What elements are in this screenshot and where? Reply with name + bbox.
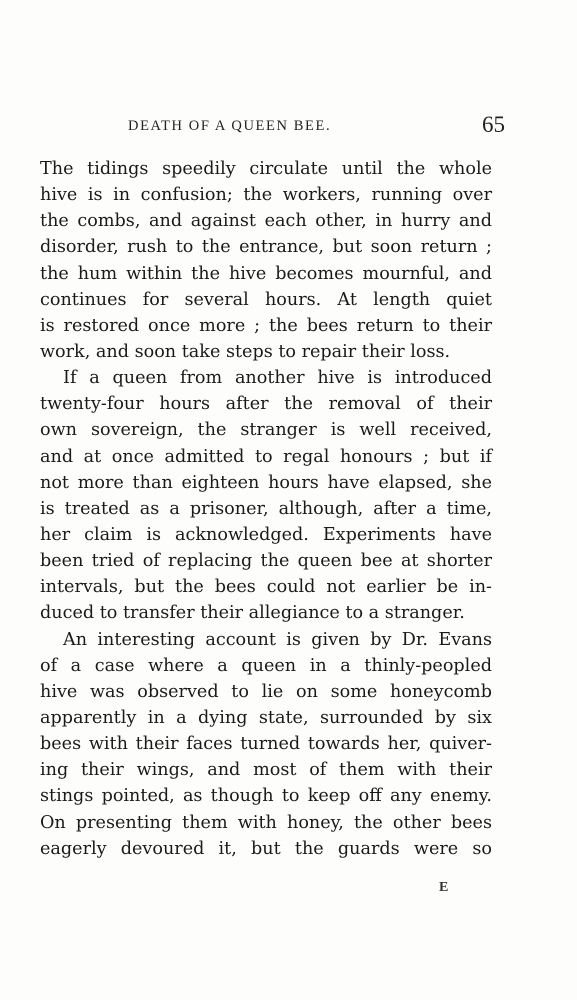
text-line: been tried of replacing the queen bee at shorter bbox=[40, 551, 492, 572]
text-line: continues for several hours. At length quiet bbox=[40, 289, 492, 310]
text-line: disorder, rush to the entrance, but soon return ; bbox=[40, 237, 492, 258]
text-line: eagerly devoured it, but the guards were so bbox=[40, 838, 492, 859]
text-line: An interesting account is given by Dr. Evans bbox=[63, 629, 492, 650]
text-line: is treated as a prisoner, although, after a time, bbox=[40, 498, 492, 519]
text-line: twenty-four hours after the removal of their bbox=[40, 394, 492, 415]
text-line: is restored once more ; the bees return to their bbox=[40, 315, 492, 336]
body-text bbox=[40, 156, 492, 862]
text-line: bees with their faces turned towards her, quiver- bbox=[40, 734, 492, 755]
signature-mark: E bbox=[439, 880, 449, 895]
running-head: DEATH OF A QUEEN BEE. bbox=[128, 118, 332, 134]
text-line: duced to transfer their allegiance to a stranger. bbox=[40, 603, 465, 624]
text-line: hive is in confusion; the workers, running over bbox=[40, 185, 492, 206]
page-header bbox=[40, 112, 505, 140]
text-line: her claim is acknowledged. Experiments have bbox=[40, 524, 492, 545]
text-line: On presenting them with honey, the other bees bbox=[40, 812, 492, 833]
text-line: apparently in a dying state, surrounded by six bbox=[40, 707, 492, 728]
text-line: of a case where a queen in a thinly-peopled bbox=[40, 655, 492, 676]
text-line: stings pointed, as though to keep off any enemy. bbox=[40, 786, 492, 807]
text-line: ing their wings, and most of them with their bbox=[40, 760, 492, 781]
text-line: If a queen from another hive is introduced bbox=[63, 368, 492, 389]
text-line: own sovereign, the stranger is well received, bbox=[40, 420, 492, 441]
text-line: and at once admitted to regal honours ; but if bbox=[40, 446, 492, 467]
page-number: 65 bbox=[482, 112, 505, 137]
text-line: not more than eighteen hours have elapsed, she bbox=[40, 472, 492, 493]
text-line: the combs, and against each other, in hurry and bbox=[40, 211, 492, 232]
text-line: intervals, but the bees could not earlier be in- bbox=[40, 577, 492, 598]
text-line: work, and soon take steps to repair their loss. bbox=[40, 341, 451, 362]
text-line: the hum within the hive becomes mournful, and bbox=[40, 263, 492, 284]
text-line: The tidings speedily circulate until the whole bbox=[40, 159, 492, 179]
text-line: hive was observed to lie on some honeycomb bbox=[40, 681, 492, 702]
